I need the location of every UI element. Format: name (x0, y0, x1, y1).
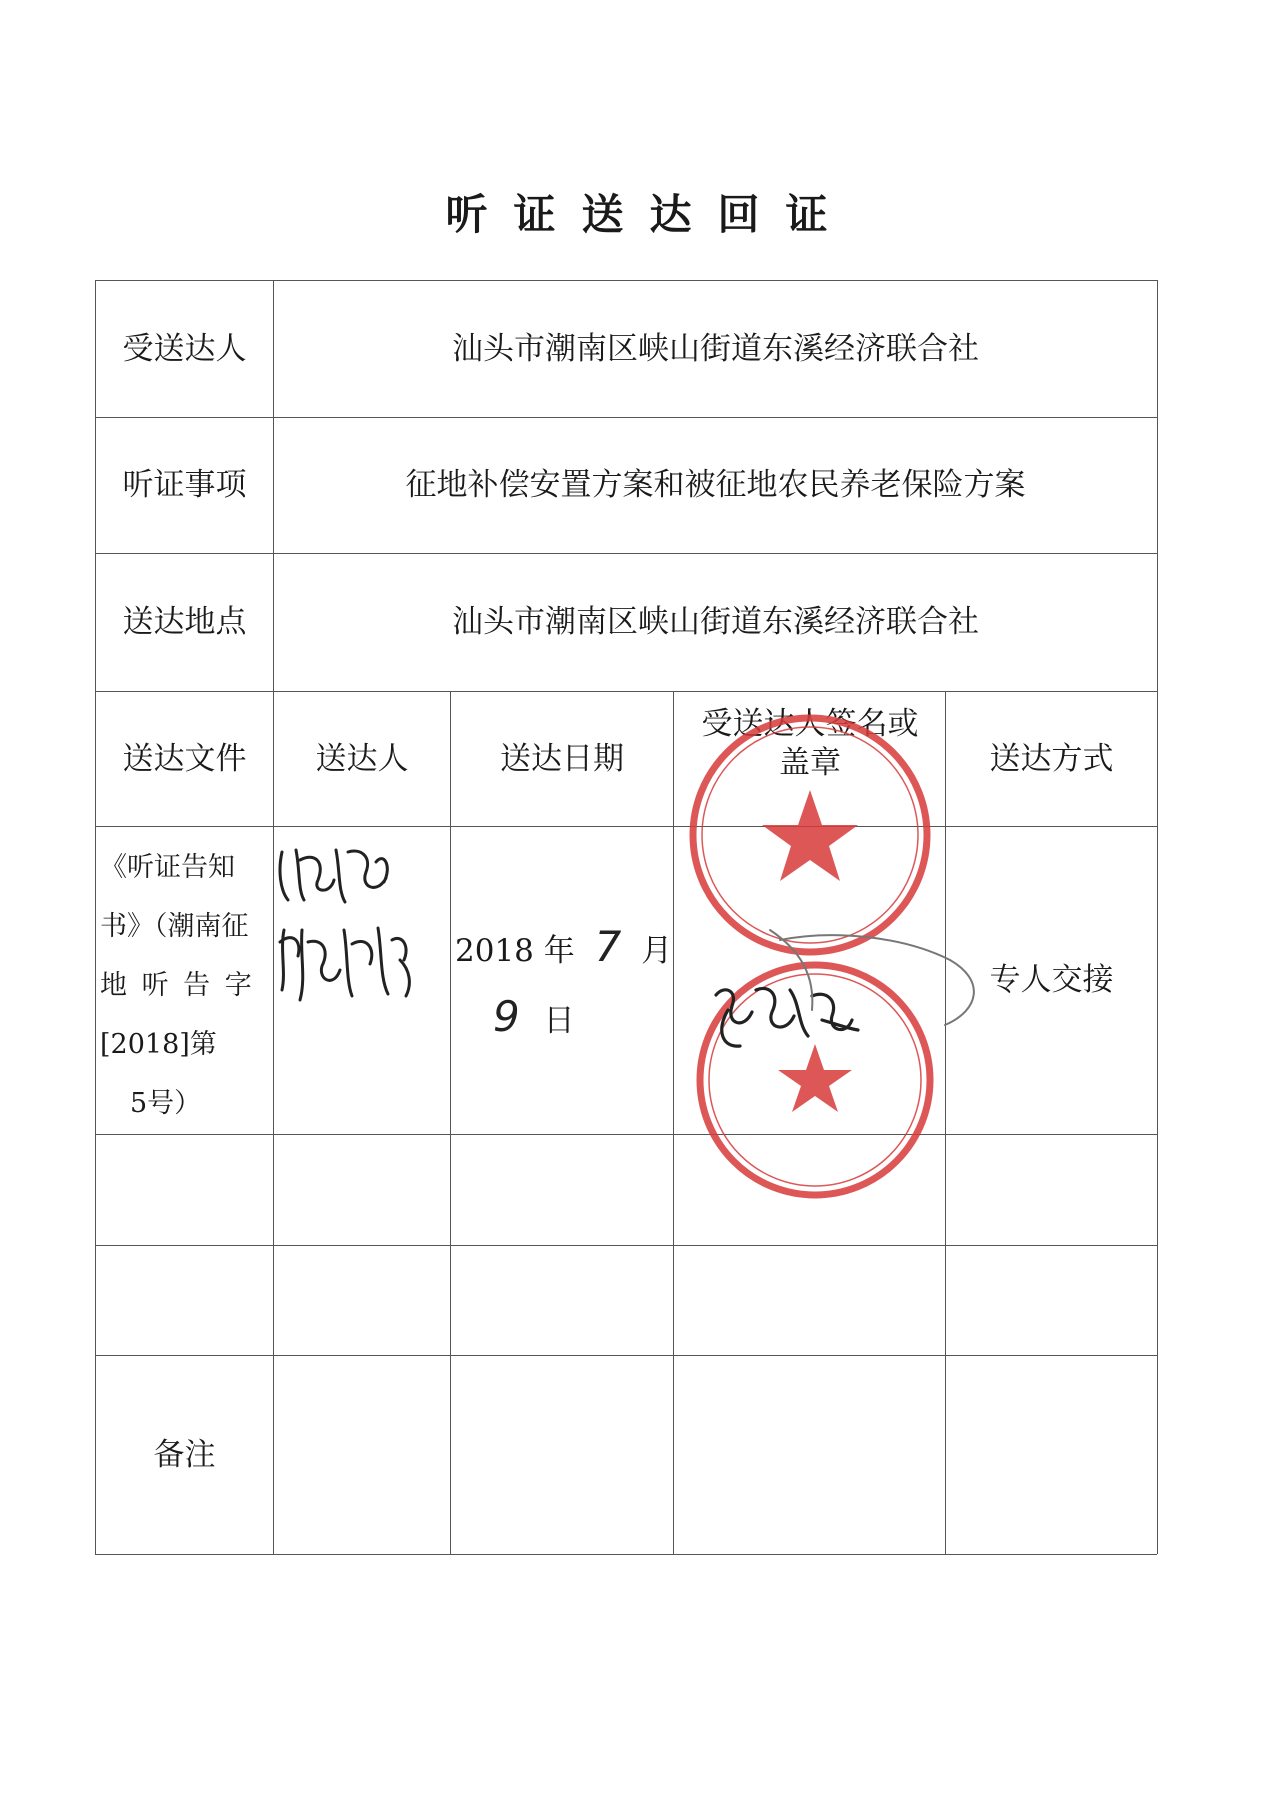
served-document-line: [2018]第 (100, 1029, 217, 1060)
recipient-value: 汕头市潮南区峡山街道东溪经济联合社 (452, 330, 979, 367)
date-year: 2018 年 (455, 933, 575, 969)
date-month-handwritten: 7 (594, 922, 622, 971)
server-signature-2 (280, 928, 409, 1000)
server-signature-1 (280, 850, 387, 902)
date-day-unit: 日 (543, 1003, 575, 1039)
served-document-line: 地 听 告 字 (100, 970, 255, 1001)
remarks-label: 备注 (153, 1436, 216, 1473)
recipient-label: 受送达人 (122, 330, 247, 367)
header-date: 送达日期 (500, 740, 624, 777)
served-document-line: 《听证告知 (100, 852, 235, 883)
served-document-line: 5号） (130, 1088, 202, 1119)
header-method: 送达方式 (989, 740, 1114, 777)
page-title: 听证送达回证 (445, 190, 854, 239)
place-value: 汕头市潮南区峡山街道东溪经济联合社 (452, 604, 979, 641)
header-signature: 受送达人签名或盖章 (701, 706, 919, 781)
matter-value: 征地补偿安置方案和被征地农民养老保险方案 (405, 467, 1026, 504)
header-server: 送达人 (315, 740, 409, 777)
place-label: 送达地点 (122, 604, 247, 641)
delivery-method: 专人交接 (989, 961, 1114, 998)
header-document: 送达文件 (122, 740, 247, 777)
matter-label: 听证事项 (122, 467, 247, 504)
date-day-handwritten: 9 (493, 992, 520, 1041)
served-document-line: 书》（潮南征 (100, 911, 249, 942)
date-month-unit: 月 (641, 933, 673, 969)
upper-red-stamp (693, 718, 927, 952)
